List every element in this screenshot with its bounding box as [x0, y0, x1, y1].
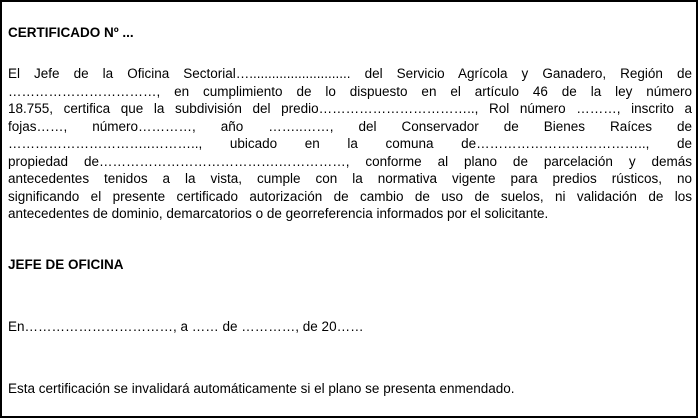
body-line: antecedentes tenidos a la vista, cumple con la normativa vigente para predios rústicos, no	[8, 171, 692, 186]
certificate-body	[8, 65, 692, 223]
body-line: antecedentes de dominio, demarcatorios o de georreferencia informados por el solicitante.	[8, 206, 549, 221]
date-line: En……………………………, a …… de …………, de 20……	[8, 319, 364, 334]
certificate-title: CERTIFICADO Nº ...	[8, 25, 134, 40]
body-line: fojas……, número…………, año ……..……, del Conservador de Bienes Raíces de	[8, 118, 692, 134]
body-line: 18.755, certifica que la subdivisión del predio…………………………….., Rol número ………, inscrito a	[8, 101, 692, 116]
body-line: significando el presente certificado autorización de cambio de uso de suelos, ni validación de los	[8, 188, 692, 204]
body-line: …………………………..……….., ubicado en la comuna de……………………………….., de	[8, 136, 692, 151]
body-line: El Jefe de la Oficina Sectorial…........................... del Servicio Agrícola y Ganadero, Región de	[8, 66, 692, 81]
body-line: propiedad de………………………………….……………, conforme al plano de parcelación y demás	[8, 153, 692, 169]
signature-label: JEFE DE OFICINA	[8, 257, 124, 272]
body-line: ……………………………, en cumplimiento de lo dispuesto en el artículo 46 de la ley número	[8, 83, 692, 99]
footer-note: Esta certificación se invalidará automáticamente si el plano se presenta enmendado.	[8, 381, 515, 396]
